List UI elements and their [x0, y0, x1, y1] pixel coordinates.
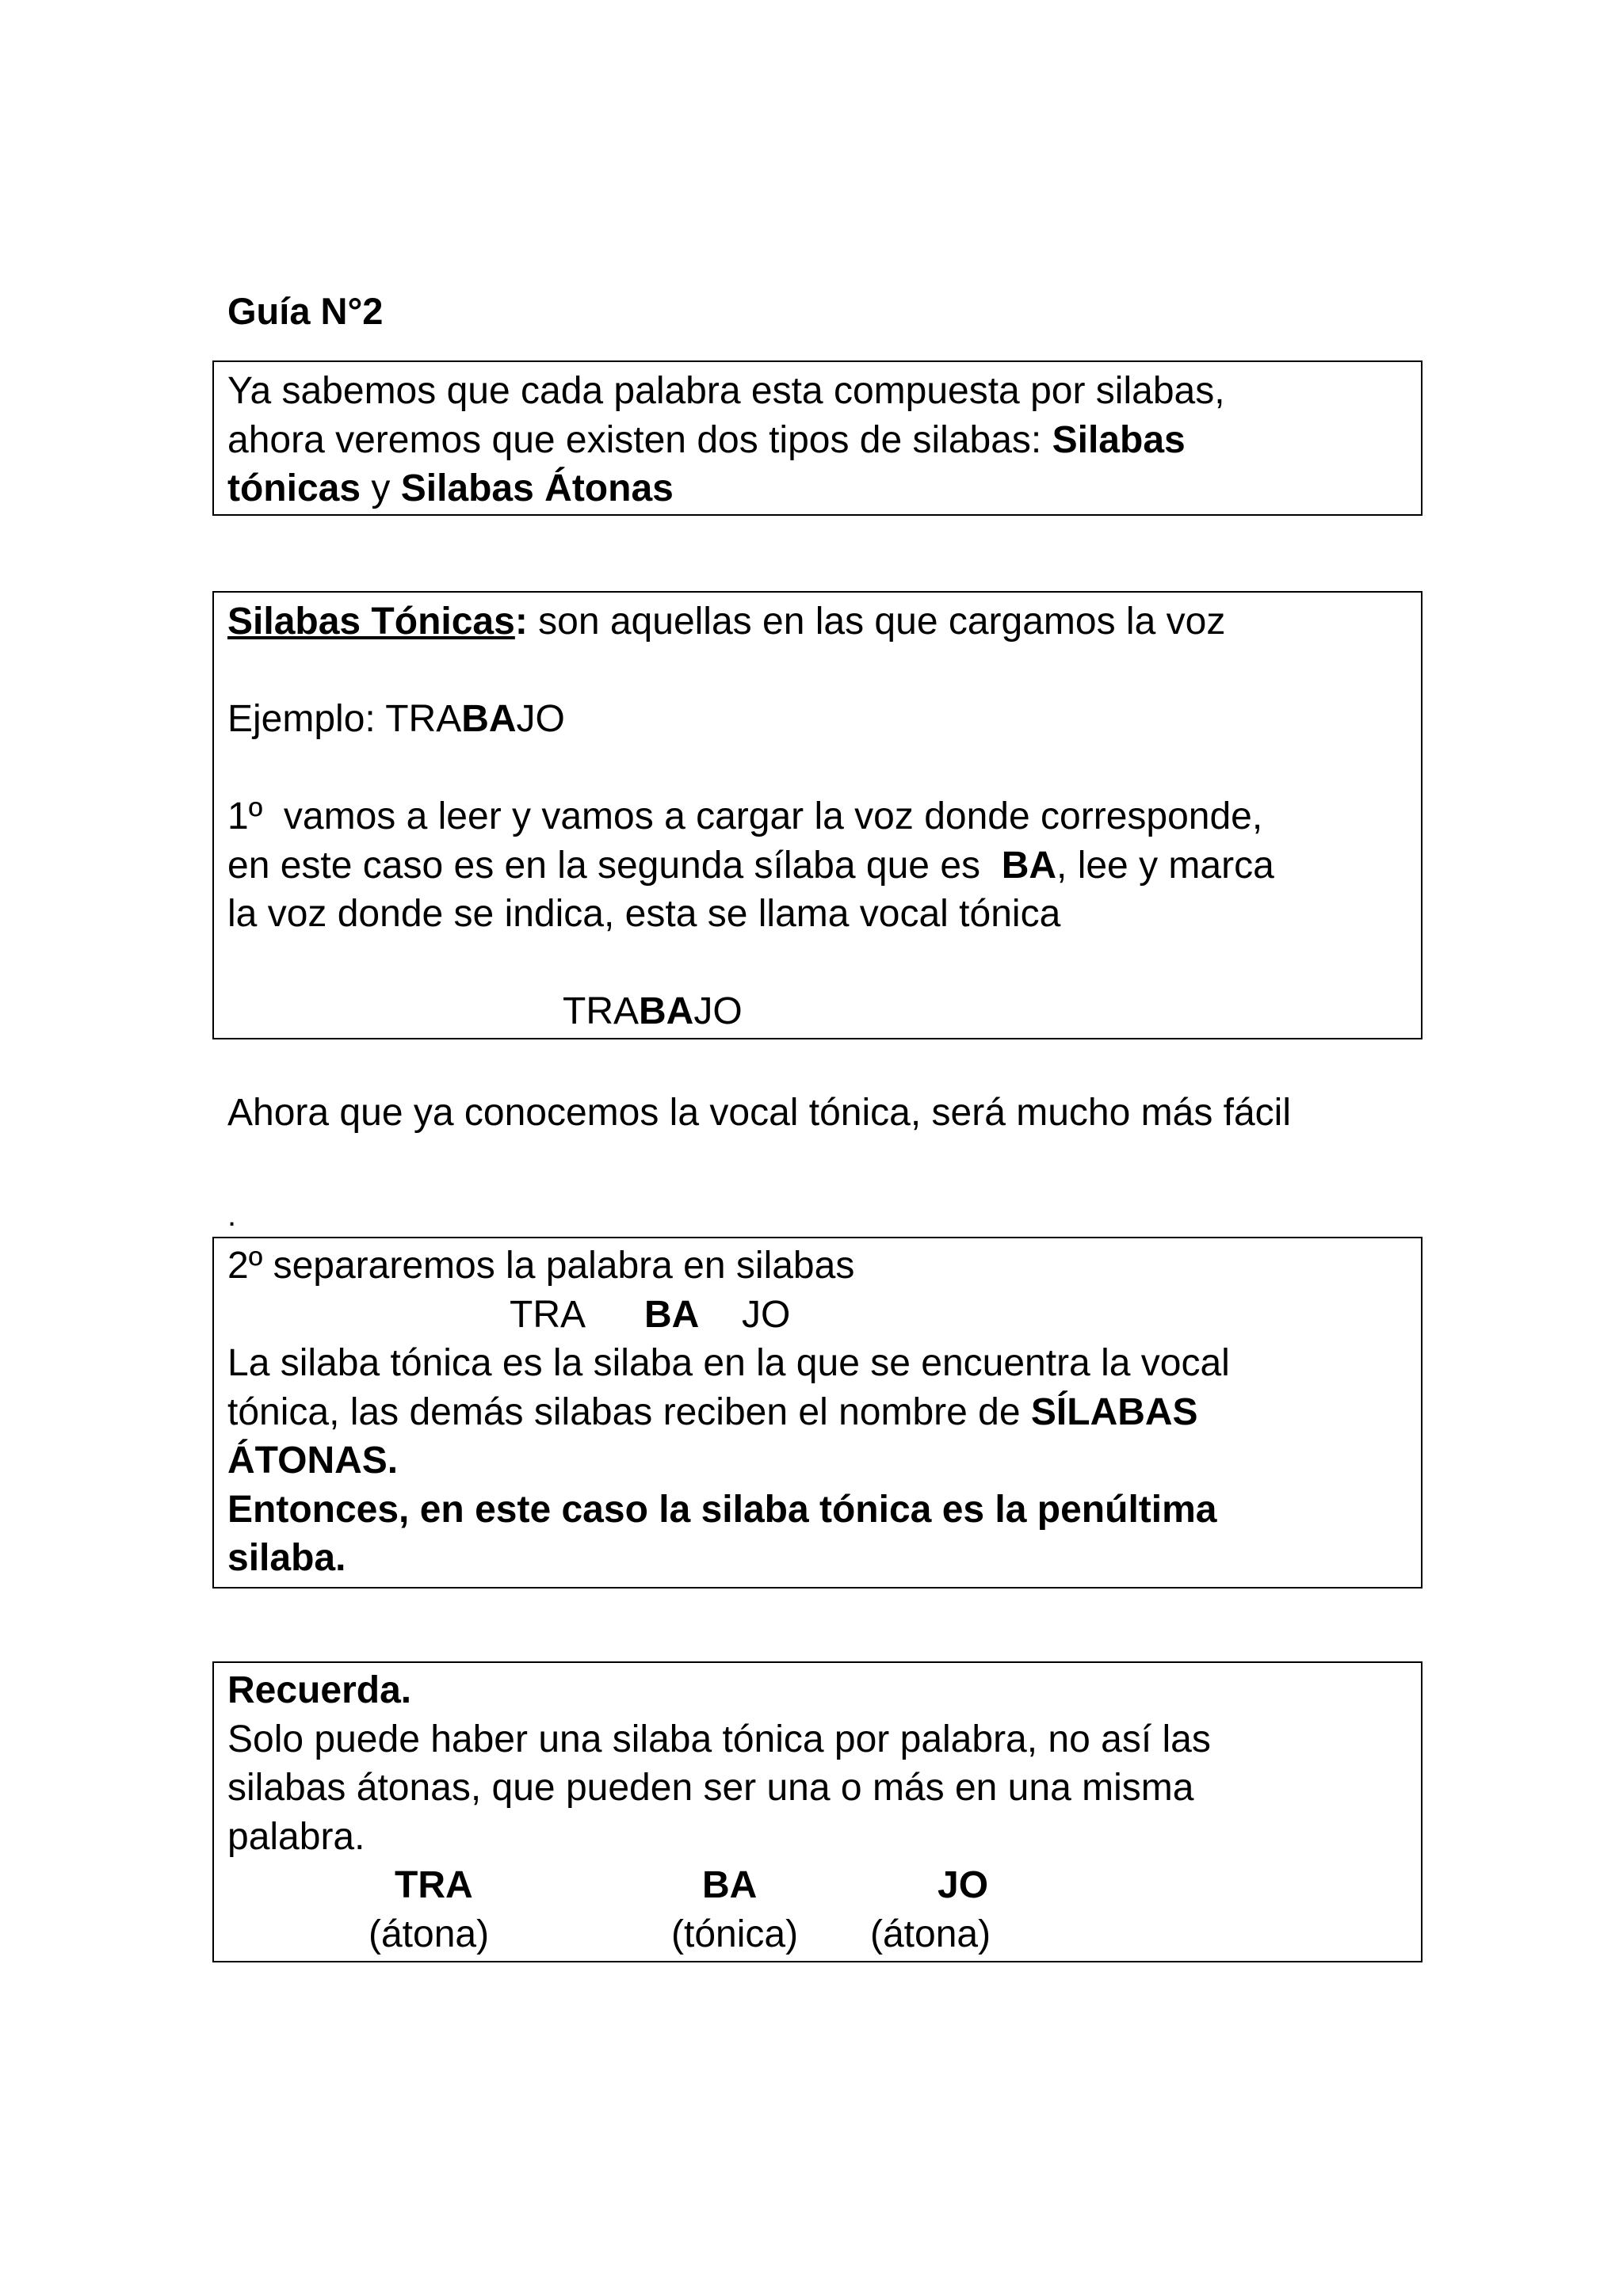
- recuerda-label-2: (tónica): [671, 1913, 799, 1955]
- intro-line-2-text: ahora veremos que existen dos tipos de silabas:: [227, 418, 1052, 461]
- recuerda-line-2: silabas átonas, que pueden ser una o más en una misma: [227, 1767, 1194, 1809]
- separar-line-4-text: tónica, las demás silabas reciben el nombre de: [227, 1390, 1031, 1433]
- tonicas-box: [212, 591, 1423, 1039]
- recuerda-syllable-row: [227, 1861, 1407, 1910]
- intro-connector: y: [361, 467, 401, 509]
- intro-line-2: [227, 416, 1407, 465]
- word-post: JO: [693, 990, 743, 1032]
- intro-line-2-bold: Silabas: [1052, 418, 1186, 461]
- stray-dot: .: [227, 1198, 237, 1233]
- separar-line-4-bold: SÍLABAS: [1030, 1390, 1198, 1433]
- example-label: Ejemplo: TRA: [227, 698, 462, 740]
- step1-line-2-text: en este caso es en la segunda sílaba que es: [227, 844, 1002, 887]
- intro-line-1: Ya sabemos que cada palabra esta compuesta por silabas,: [227, 370, 1225, 412]
- tonicas-definition-text: son aquellas en las que cargamos la voz: [527, 601, 1226, 643]
- step1-line-2-bold: BA: [1001, 844, 1057, 887]
- separar-line-3: La silaba tónica es la silaba en la que se encuentra la vocal: [227, 1342, 1230, 1384]
- step1-line-3: la voz donde se indica, esta se llama vocal tónica: [227, 893, 1061, 935]
- syllable-2: BA: [644, 1293, 700, 1336]
- tonicas-definition: [227, 597, 1407, 646]
- separar-syllables: [227, 1291, 1407, 1340]
- intro-atonas-term: Silabas Átonas: [400, 467, 674, 509]
- tonicas-word: [227, 987, 1407, 1036]
- separar-line-5: ÁTONAS.: [227, 1440, 399, 1482]
- transition-text: Ahora que ya conocemos la vocal tónica, será mucho más fácil: [227, 1092, 1292, 1134]
- recuerda-label-3: (átona): [870, 1913, 991, 1955]
- word-stressed: BA: [639, 990, 694, 1032]
- tonicas-colon: :: [514, 601, 528, 643]
- intro-line-3: [227, 464, 1407, 513]
- example-stressed: BA: [461, 698, 517, 740]
- separar-line-1: 2º separaremos la palabra en silabas: [227, 1245, 855, 1287]
- word-pre: TRA: [563, 990, 639, 1032]
- intro-box: [212, 360, 1423, 516]
- recuerda-line-3: palabra.: [227, 1815, 365, 1858]
- recuerda-box: [212, 1661, 1423, 1962]
- separar-line-4: [227, 1388, 1407, 1437]
- example-end: JO: [516, 698, 565, 740]
- recuerda-syllable-2: BA: [702, 1864, 758, 1906]
- recuerda-syllable-3: JO: [938, 1864, 989, 1906]
- step1-line-2: [227, 841, 1407, 891]
- separar-line-6: Entonces, en este caso la silaba tónica es la penúltima: [227, 1488, 1217, 1531]
- separar-line-7: silaba.: [227, 1537, 346, 1579]
- step1-line-2-end: , lee y marca: [1056, 844, 1274, 887]
- recuerda-heading: Recuerda.: [227, 1669, 412, 1711]
- separar-box: [212, 1237, 1423, 1589]
- tonicas-heading: Silabas Tónicas: [227, 601, 515, 643]
- intro-tonicas-term: tónicas: [227, 467, 361, 509]
- syllable-3: JO: [742, 1293, 791, 1336]
- recuerda-syllable-1: TRA: [395, 1864, 473, 1906]
- recuerda-line-1: Solo puede haber una silaba tónica por palabra, no así las: [227, 1718, 1211, 1760]
- tonicas-example: [227, 695, 1407, 744]
- step1-line-1: 1º vamos a leer y vamos a cargar la voz donde corresponde,: [227, 795, 1263, 837]
- syllable-1: TRA: [510, 1293, 586, 1336]
- recuerda-label-1: (átona): [369, 1913, 490, 1955]
- recuerda-label-row: [227, 1910, 1407, 1959]
- page-title: Guía N°2: [227, 290, 384, 332]
